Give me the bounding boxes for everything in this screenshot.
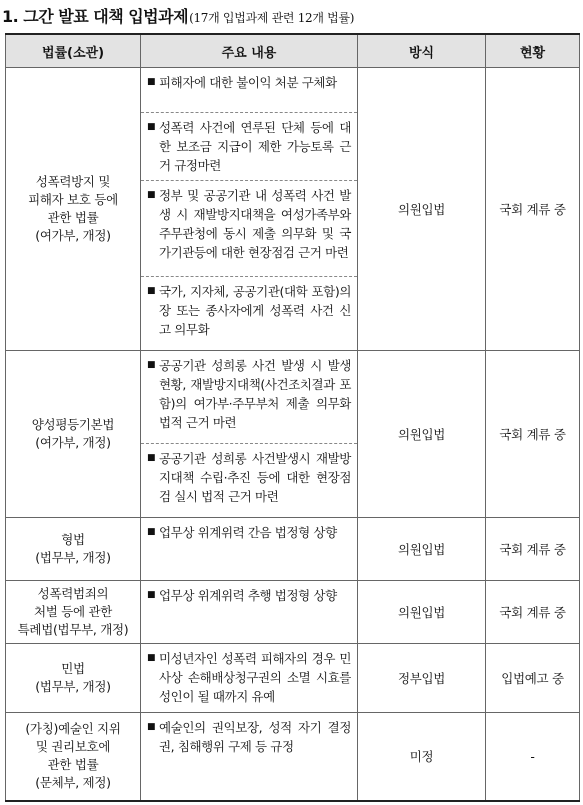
- content-cell: [141, 713, 358, 801]
- content-item-text: 공공기관 성희롱 사건발생시 재발방지대책 수립·추진 등에 대한 현장점검 실시 법적 근거 마련: [159, 451, 351, 504]
- table-row: [6, 581, 580, 644]
- law-name-line: 처벌 등에 관한: [34, 604, 112, 619]
- law-name-line: 양성평등기본법: [31, 417, 115, 432]
- law-name-cell: [6, 351, 141, 518]
- law-name-line: 및 권리보호에: [35, 739, 111, 755]
- status-cell: 입법예고 중: [486, 644, 580, 713]
- law-name-cell: [6, 581, 141, 644]
- law-name-line: 피해자 보호 등에: [28, 192, 118, 207]
- content-item: [141, 644, 357, 711]
- table-row: [6, 644, 580, 713]
- law-name-line: 민법: [61, 661, 85, 676]
- content-cell: [141, 351, 358, 518]
- square-bullet-icon: ■: [147, 286, 156, 296]
- header-status: 현황: [486, 34, 580, 68]
- method-cell: 미정: [358, 713, 486, 801]
- square-bullet-icon: ■: [147, 590, 156, 600]
- method-cell: 정부입법: [358, 644, 486, 713]
- square-bullet-icon: ■: [147, 190, 156, 200]
- table-row: [6, 68, 580, 351]
- table-row: [6, 713, 580, 801]
- content-cell: [141, 518, 358, 581]
- law-name-cell: [6, 713, 141, 801]
- header-law: 법률(소관): [6, 34, 141, 68]
- content-item: [141, 351, 357, 443]
- law-name-line: 관한 법률: [47, 210, 99, 225]
- content-item-text: 피해자에 대한 불이익 처분 구체화: [159, 75, 337, 90]
- status-cell: 국회 계류 중: [486, 351, 580, 518]
- law-name-cell: [6, 518, 141, 581]
- content-item-text: 국가, 지자체, 공공기관(대학 포함)의 장 또는 종사자에게 성폭력 사건 신고 의무화: [159, 284, 351, 337]
- content-item-text: 미성년자인 성폭력 피해자의 경우 민사상 손해배상청구권의 소멸 시효를 성인이 될 때까지 유예: [159, 651, 351, 704]
- content-item: [141, 180, 357, 276]
- content-item: [141, 68, 357, 112]
- content-item-text: 예술인의 권익보장, 성적 자기 결정권, 침해행위 구제 등 규정: [159, 720, 351, 754]
- legislation-table: [5, 33, 580, 802]
- content-item: [141, 443, 357, 513]
- square-bullet-icon: ■: [147, 360, 156, 370]
- law-name-line: (법무부, 개정): [35, 550, 111, 565]
- method-cell: 의원입법: [358, 518, 486, 581]
- section-title: 1. 그간 발표 대책 입법과제: [2, 7, 189, 26]
- law-name-line: (여가부, 개정): [35, 228, 111, 243]
- content-item: [141, 713, 357, 796]
- square-bullet-icon: ■: [147, 653, 156, 663]
- status-cell: 국회 계류 중: [486, 68, 580, 351]
- method-cell: 의원입법: [358, 351, 486, 518]
- table-body: [6, 68, 580, 801]
- square-bullet-icon: ■: [147, 453, 156, 463]
- content-cell: [141, 581, 358, 644]
- table-row: [6, 351, 580, 518]
- square-bullet-icon: ■: [147, 122, 156, 132]
- status-cell: -: [486, 713, 580, 801]
- content-cell: [141, 68, 358, 351]
- content-item: [141, 518, 357, 576]
- law-name-line: 성폭력방지 및: [35, 174, 111, 189]
- law-name-line: (가칭)예술인 지위: [25, 721, 121, 737]
- law-name-line: 관한 법률: [47, 757, 99, 773]
- content-item-text: 정부 및 공공기관 내 성폭력 사건 발생 시 재발방지대책을 여성가족부와 주무관청에 동시 제출 의무화 및 국가기관등에 대한 현장점검 근거 마련: [159, 188, 351, 260]
- content-item: [141, 276, 357, 346]
- square-bullet-icon: ■: [147, 722, 156, 732]
- section-subtitle: (17개 입법과제 관련 12개 법률): [189, 11, 355, 25]
- square-bullet-icon: ■: [147, 77, 156, 87]
- content-item-text: 업무상 위계위력 추행 법정형 상향: [159, 588, 337, 603]
- table-header-row: [6, 34, 580, 68]
- content-item-text: 공공기관 성희롱 사건 발생 시 발생현황, 재발방지대책(사건조치결과 포함)의 여가부·주무부처 제출 의무화 법적 근거 마련: [159, 358, 351, 430]
- law-name-line: (여가부, 개정): [35, 435, 111, 450]
- law-name-line: 성폭력범죄의: [37, 586, 109, 601]
- content-cell: [141, 644, 358, 713]
- content-item: [141, 581, 357, 639]
- method-cell: 의원입법: [358, 581, 486, 644]
- law-name-cell: [6, 644, 141, 713]
- table-row: [6, 518, 580, 581]
- law-name-line: (문체부, 제정): [35, 775, 111, 791]
- header-content: 주요 내용: [141, 34, 358, 68]
- method-cell: 의원입법: [358, 68, 486, 351]
- content-item-text: 업무상 위계위력 간음 법정형 상향: [159, 525, 337, 540]
- content-item: [141, 112, 357, 180]
- header-method: 방식: [358, 34, 486, 68]
- law-name-cell: [6, 68, 141, 351]
- status-cell: 국회 계류 중: [486, 518, 580, 581]
- section-heading: [2, 4, 354, 28]
- content-item-text: 성폭력 사건에 연루된 단체 등에 대한 보조금 지급이 제한 가능토록 근거 규정마련: [159, 120, 351, 173]
- status-cell: 국회 계류 중: [486, 581, 580, 644]
- law-name-line: (법무부, 개정): [35, 679, 111, 694]
- law-name-line: 형법: [61, 532, 85, 547]
- law-name-line: 특례법(법무부, 개정): [17, 622, 129, 637]
- square-bullet-icon: ■: [147, 527, 156, 537]
